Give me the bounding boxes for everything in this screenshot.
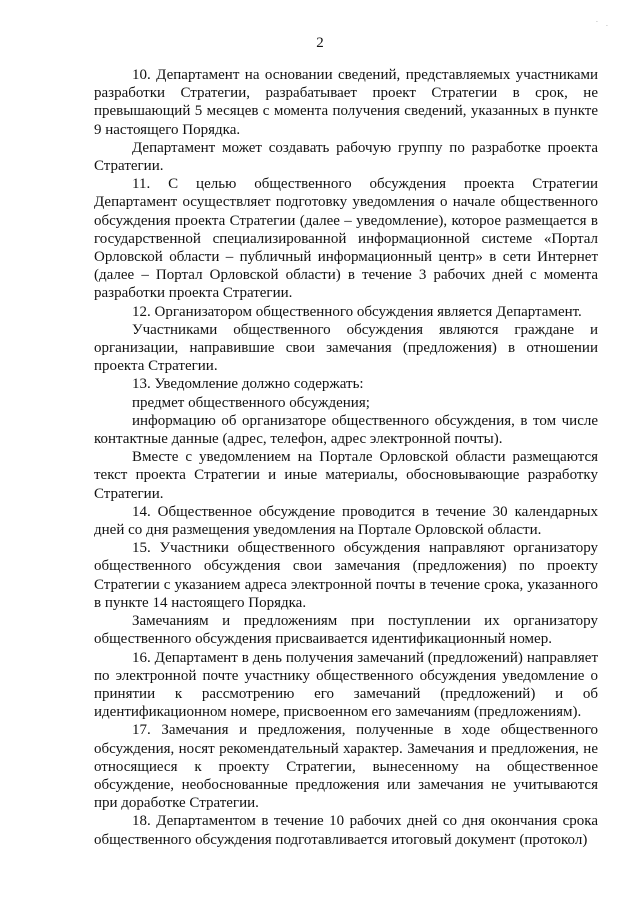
paragraph-13-organizer-info: информацию об организаторе общественного обсуждения, в том числе контактные данные (адрес, телефон, адрес электронной почты). <box>94 412 598 448</box>
paragraph-working-group: Департамент может создавать рабочую группу по разработке проекта Стратегии. <box>94 139 598 175</box>
paragraph-14: 14. Общественное обсуждение проводится в течение 30 календарных дней со дня размещения уведомления на Портале Орловской области. <box>94 503 598 539</box>
paragraph-18: 18. Департаментом в течение 10 рабочих дней со дня окончания срока общественного обсуждения подготавливается итоговый документ (протокол) <box>94 813 598 848</box>
paragraph-10: 10. Департамент на основании сведений, представляемых участниками разработки Стратегии, разрабатывает проект Стратегии в срок, не превышающий 5 месяцев с момента получения сведений, указанных в пункте 9 настоящего Порядка. <box>94 67 598 138</box>
paragraph-17: 17. Замечания и предложения, полученные в ходе общественного обсуждения, носят рекомендательный характер. Замечания и предложения, не относящиеся к проекту Стратегии, вынесенному на общественное обсуждение, необоснованные предложения или замечания не учитываются при доработке Стратегии. <box>94 722 598 812</box>
document-body <box>94 66 598 849</box>
paragraph-12: 12. Организатором общественного обсуждения является Департамент. <box>132 303 582 320</box>
paragraph-13-materials: Вместе с уведомлением на Портале Орловской области размещаются текст проекта Стратегии и иные материалы, обосновывающие разработку Стратегии. <box>94 449 598 502</box>
paragraph-identification-number: Замечаниям и предложениям при поступлении их организатору общественного обсуждения присваивается идентификационный номер. <box>94 613 598 648</box>
scan-mark: · <box>606 23 608 30</box>
paragraph-15: 15. Участники общественного обсуждения направляют организатору общественного обсуждения свои замечания (предложения) по проекту Стратегии с указанием адреса электронной почты в течение срока, указанного в пункте 14 настоящего Порядка. <box>94 540 598 611</box>
paragraph-16: 16. Департамент в день получения замечаний (предложений) направляет по электронной почте участнику общественного обсуждения уведомление о принятии к рассмотрению его замечаний (предложений) и об идентификационном номере, присвоенном его замечаниям (предложениям). <box>94 649 598 721</box>
paragraph-participants: Участниками общественного обсуждения являются граждане и организации, направившие свои замечания (предложения) в отношении проекта Стратегии. <box>94 321 598 375</box>
paragraph-11: 11. С целью общественного обсуждения проекта Стратегии Департамент осуществляет подготовку уведомления о начале общественного обсуждения проекта Стратегии (далее – уведомление), которое размещается в государственной специализированной информационной системе «Портал Орловской области – публичный информационный центр» в сети Интернет (далее – Портал Орловской области) в течение 3 рабочих дней с момента разработки проекта Стратегии. <box>94 176 598 302</box>
paragraph-13: 13. Уведомление должно содержать: <box>132 376 364 393</box>
scan-mark: · <box>596 19 598 26</box>
paragraph-13-subject: предмет общественного обсуждения; <box>132 394 370 411</box>
page-number: 2 <box>316 35 324 51</box>
